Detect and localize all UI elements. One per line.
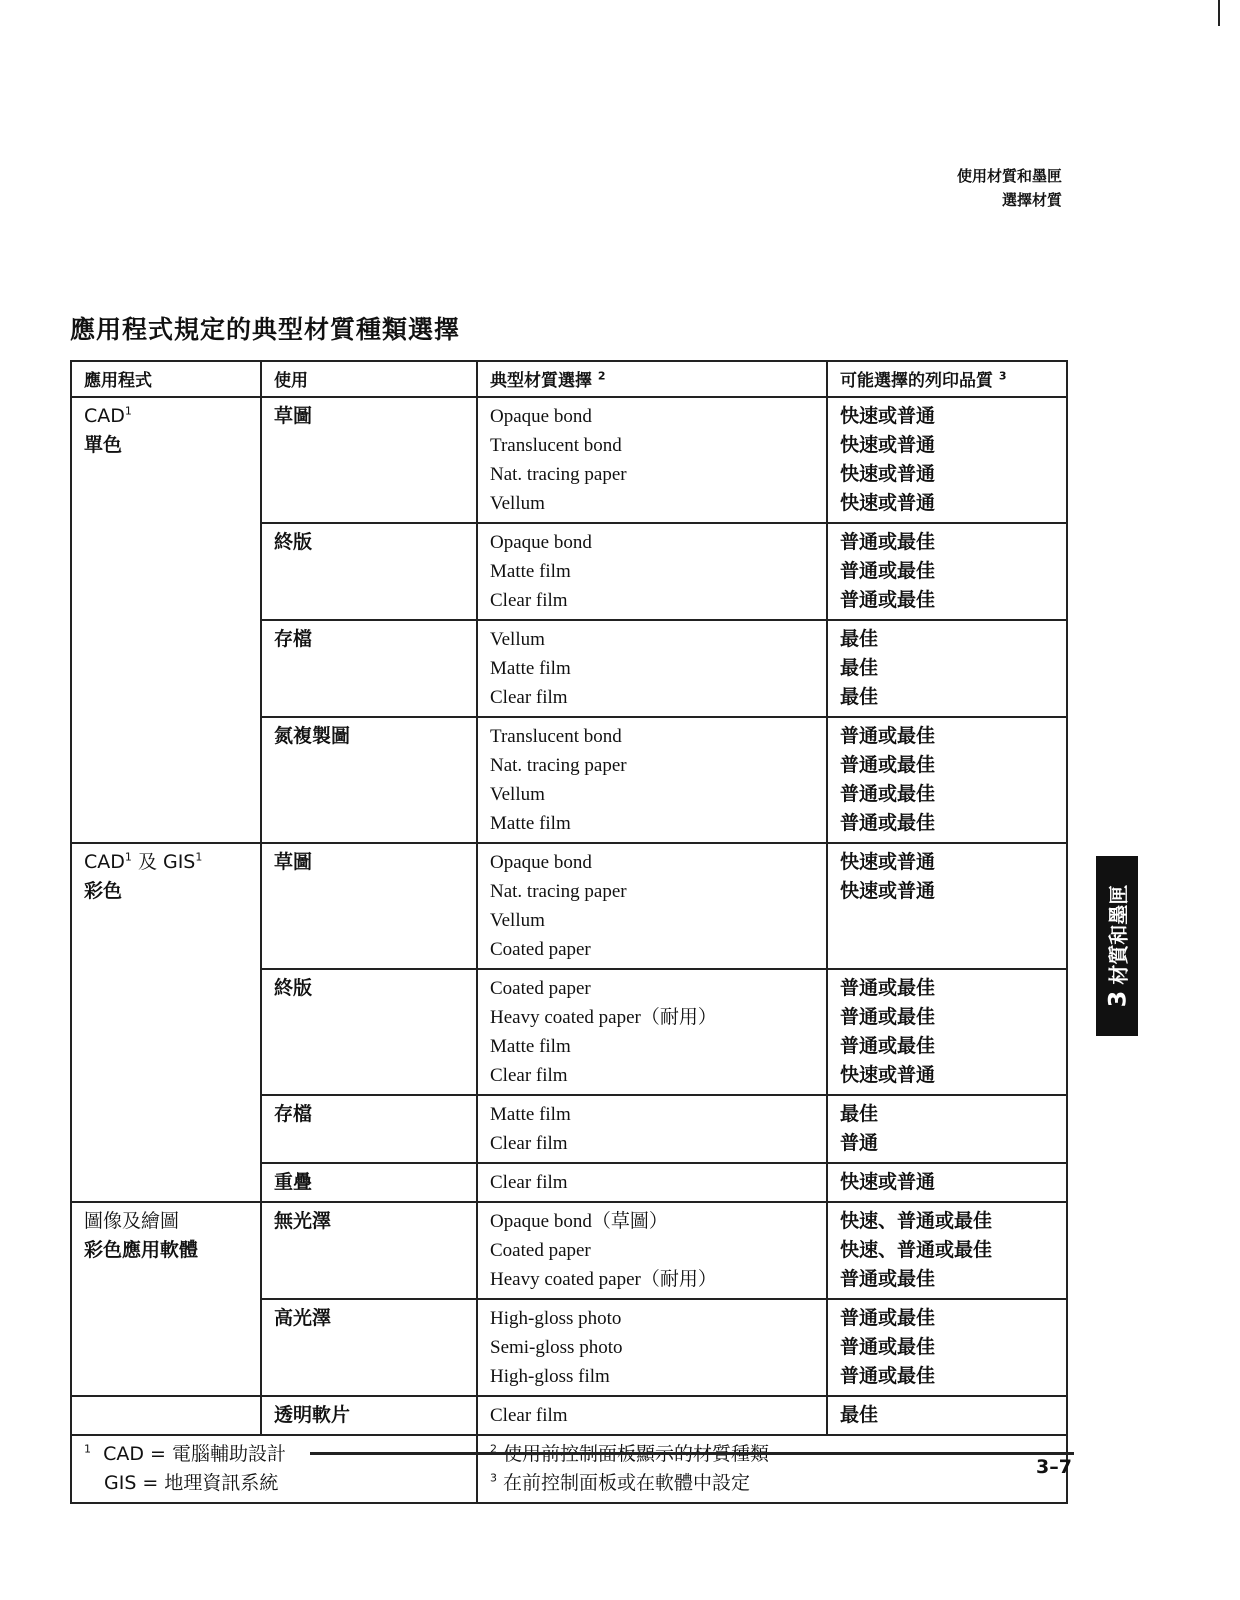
use-cell: 草圖 [261, 843, 477, 969]
footnote-2-text: 使用前控制面板顯示的材質種類 [503, 1443, 770, 1465]
quality-cell [827, 969, 1067, 1095]
quality-item: 快速、普通或最佳 [840, 1239, 993, 1261]
media-cell [477, 1202, 827, 1299]
quality-cell [827, 717, 1067, 843]
footnote-3-text: 在前控制面板或在軟體中設定 [503, 1472, 751, 1494]
table-row [71, 397, 1067, 523]
media-item: High-gloss film [490, 1366, 610, 1387]
media-item: Vellum [490, 493, 545, 514]
footnote-row [71, 1435, 1067, 1503]
quality-item: 快速或普通 [840, 434, 936, 456]
application-subtitle: 單色 [84, 434, 123, 456]
quality-item: 最佳 [840, 1404, 879, 1426]
quality-item: 普通或最佳 [840, 754, 936, 776]
media-cell [477, 397, 827, 523]
media-item: Coated paper [490, 1240, 591, 1261]
quality-cell [827, 1163, 1067, 1202]
media-item: Heavy coated paper（耐用） [490, 1007, 717, 1028]
media-selection-table [70, 360, 1068, 1504]
media-item: Vellum [490, 629, 545, 650]
quality-item: 最佳 [840, 657, 879, 679]
application-name: 圖像及繪圖 [84, 1210, 180, 1232]
application-name: CAD$^1$ [84, 404, 132, 427]
media-item: Clear film [490, 1172, 568, 1193]
application-subtitle: 彩色 [84, 880, 123, 902]
quality-item: 普通或最佳 [840, 1307, 936, 1329]
quality-item: 快速或普通 [840, 1064, 936, 1086]
use-cell: 無光澤 [261, 1202, 477, 1299]
page-number: 3–7 [1036, 1456, 1072, 1478]
running-header [957, 164, 1062, 212]
media-cell [477, 969, 827, 1095]
media-cell [477, 1163, 827, 1202]
column-header-application: 應用程式 [71, 361, 261, 397]
quality-item: 普通 [840, 1132, 879, 1154]
application-name: CAD$^1$ 及 GIS$^1$ [84, 850, 203, 873]
use-cell: 存檔 [261, 620, 477, 717]
media-item: Heavy coated paper（耐用） [490, 1269, 717, 1290]
media-cell [477, 1095, 827, 1163]
footnote-ref-3: 3 [998, 369, 1007, 383]
use-cell: 草圖 [261, 397, 477, 523]
quality-item: 快速或普通 [840, 851, 936, 873]
media-item: Clear film [490, 1065, 568, 1086]
media-item: Translucent bond [490, 726, 622, 747]
column-header-media: 典型材質選擇 $^2$ [477, 361, 827, 397]
quality-item: 普通或最佳 [840, 977, 936, 999]
quality-item: 普通或最佳 [840, 1336, 936, 1358]
table-body [71, 397, 1067, 1435]
footnote-2-3: $^2$ 使用前控制面板顯示的材質種類 $^3$ 在前控制面板或在軟體中設定 [477, 1435, 1067, 1503]
use-cell: 終版 [261, 969, 477, 1095]
media-item: High-gloss photo [490, 1308, 622, 1329]
media-item: Clear film [490, 687, 568, 708]
page-title: 應用程式規定的典型材質種類選擇 [70, 315, 461, 344]
media-item: Opaque bond [490, 852, 592, 873]
table-header-row [71, 361, 1067, 397]
media-cell [477, 1299, 827, 1396]
quality-item: 最佳 [840, 1103, 879, 1125]
quality-item: 普通或最佳 [840, 1268, 936, 1290]
quality-item: 快速或普通 [840, 1171, 936, 1193]
media-item: Clear film [490, 1405, 568, 1426]
quality-item: 普通或最佳 [840, 560, 936, 582]
media-item: Coated paper [490, 939, 591, 960]
media-item: Translucent bond [490, 435, 622, 456]
application-cell [71, 1396, 261, 1435]
quality-item: 快速或普通 [840, 405, 936, 427]
footnote-gis: GIS = 地理資訊系統 [104, 1472, 279, 1494]
quality-cell [827, 1095, 1067, 1163]
column-header-use: 使用 [261, 361, 477, 397]
use-cell: 終版 [261, 523, 477, 620]
header-chapter: 使用材質和墨匣 [956, 167, 1062, 185]
quality-item: 快速或普通 [840, 492, 936, 514]
media-item: Nat. tracing paper [490, 464, 627, 485]
use-cell: 透明軟片 [261, 1396, 477, 1435]
media-cell [477, 843, 827, 969]
page-edge-mark [1218, 0, 1220, 26]
media-item: Clear film [490, 1133, 568, 1154]
media-item: Matte film [490, 813, 571, 834]
quality-item: 普通或最佳 [840, 531, 936, 553]
quality-item: 快速、普通或最佳 [840, 1210, 993, 1232]
quality-item: 普通或最佳 [840, 1365, 936, 1387]
quality-item: 普通或最佳 [840, 812, 936, 834]
application-cell [71, 1202, 261, 1396]
media-item: Opaque bond（草圖） [490, 1211, 668, 1232]
quality-cell [827, 523, 1067, 620]
media-cell [477, 1396, 827, 1435]
media-item: Semi-gloss photo [490, 1337, 623, 1358]
table-row [71, 843, 1067, 969]
media-item: Matte film [490, 658, 571, 679]
footer-rule [310, 1452, 1074, 1455]
media-item: Matte film [490, 561, 571, 582]
media-item: Clear film [490, 590, 568, 611]
media-item: Vellum [490, 910, 545, 931]
media-item: Matte film [490, 1036, 571, 1057]
media-item: Opaque bond [490, 406, 592, 427]
quality-item: 普通或最佳 [840, 1035, 936, 1057]
quality-item: 快速或普通 [840, 463, 936, 485]
media-item: Nat. tracing paper [490, 881, 627, 902]
application-subtitle: 彩色應用軟體 [84, 1239, 199, 1261]
media-cell [477, 717, 827, 843]
media-cell [477, 620, 827, 717]
use-cell: 重疊 [261, 1163, 477, 1202]
use-cell: 氮複製圖 [261, 717, 477, 843]
quality-item: 最佳 [840, 628, 879, 650]
media-item: Matte film [490, 1104, 571, 1125]
table-row [71, 1202, 1067, 1299]
media-item: Opaque bond [490, 532, 592, 553]
application-cell [71, 843, 261, 1202]
quality-item: 普通或最佳 [840, 1006, 936, 1028]
media-cell [477, 523, 827, 620]
use-cell: 高光澤 [261, 1299, 477, 1396]
quality-item: 最佳 [840, 686, 879, 708]
chapter-side-tab [1096, 856, 1138, 1036]
quality-cell [827, 620, 1067, 717]
footnote-1: $^1$ CAD = 電腦輔助設計 GIS = 地理資訊系統 [71, 1435, 477, 1503]
quality-item: 普通或最佳 [840, 725, 936, 747]
quality-cell [827, 843, 1067, 969]
use-cell: 存檔 [261, 1095, 477, 1163]
application-cell [71, 397, 261, 843]
quality-item: 普通或最佳 [840, 589, 936, 611]
chapter-tab-label: 材質和墨匣 [1106, 884, 1131, 985]
media-item: Vellum [490, 784, 545, 805]
media-item: Nat. tracing paper [490, 755, 627, 776]
table-row [71, 1396, 1067, 1435]
header-section: 選擇材質 [1001, 191, 1062, 209]
quality-item: 快速或普通 [840, 880, 936, 902]
quality-cell [827, 1396, 1067, 1435]
quality-cell [827, 1299, 1067, 1396]
quality-item: 普通或最佳 [840, 783, 936, 805]
media-item: Coated paper [490, 978, 591, 999]
footnote-ref-2: 2 [597, 369, 606, 383]
column-header-quality: 可能選擇的列印品質 $^3$ [827, 361, 1067, 397]
footnote-cad: CAD = 電腦輔助設計 [103, 1443, 286, 1465]
quality-cell [827, 397, 1067, 523]
quality-cell [827, 1202, 1067, 1299]
chapter-number: 3 [1103, 990, 1132, 1008]
